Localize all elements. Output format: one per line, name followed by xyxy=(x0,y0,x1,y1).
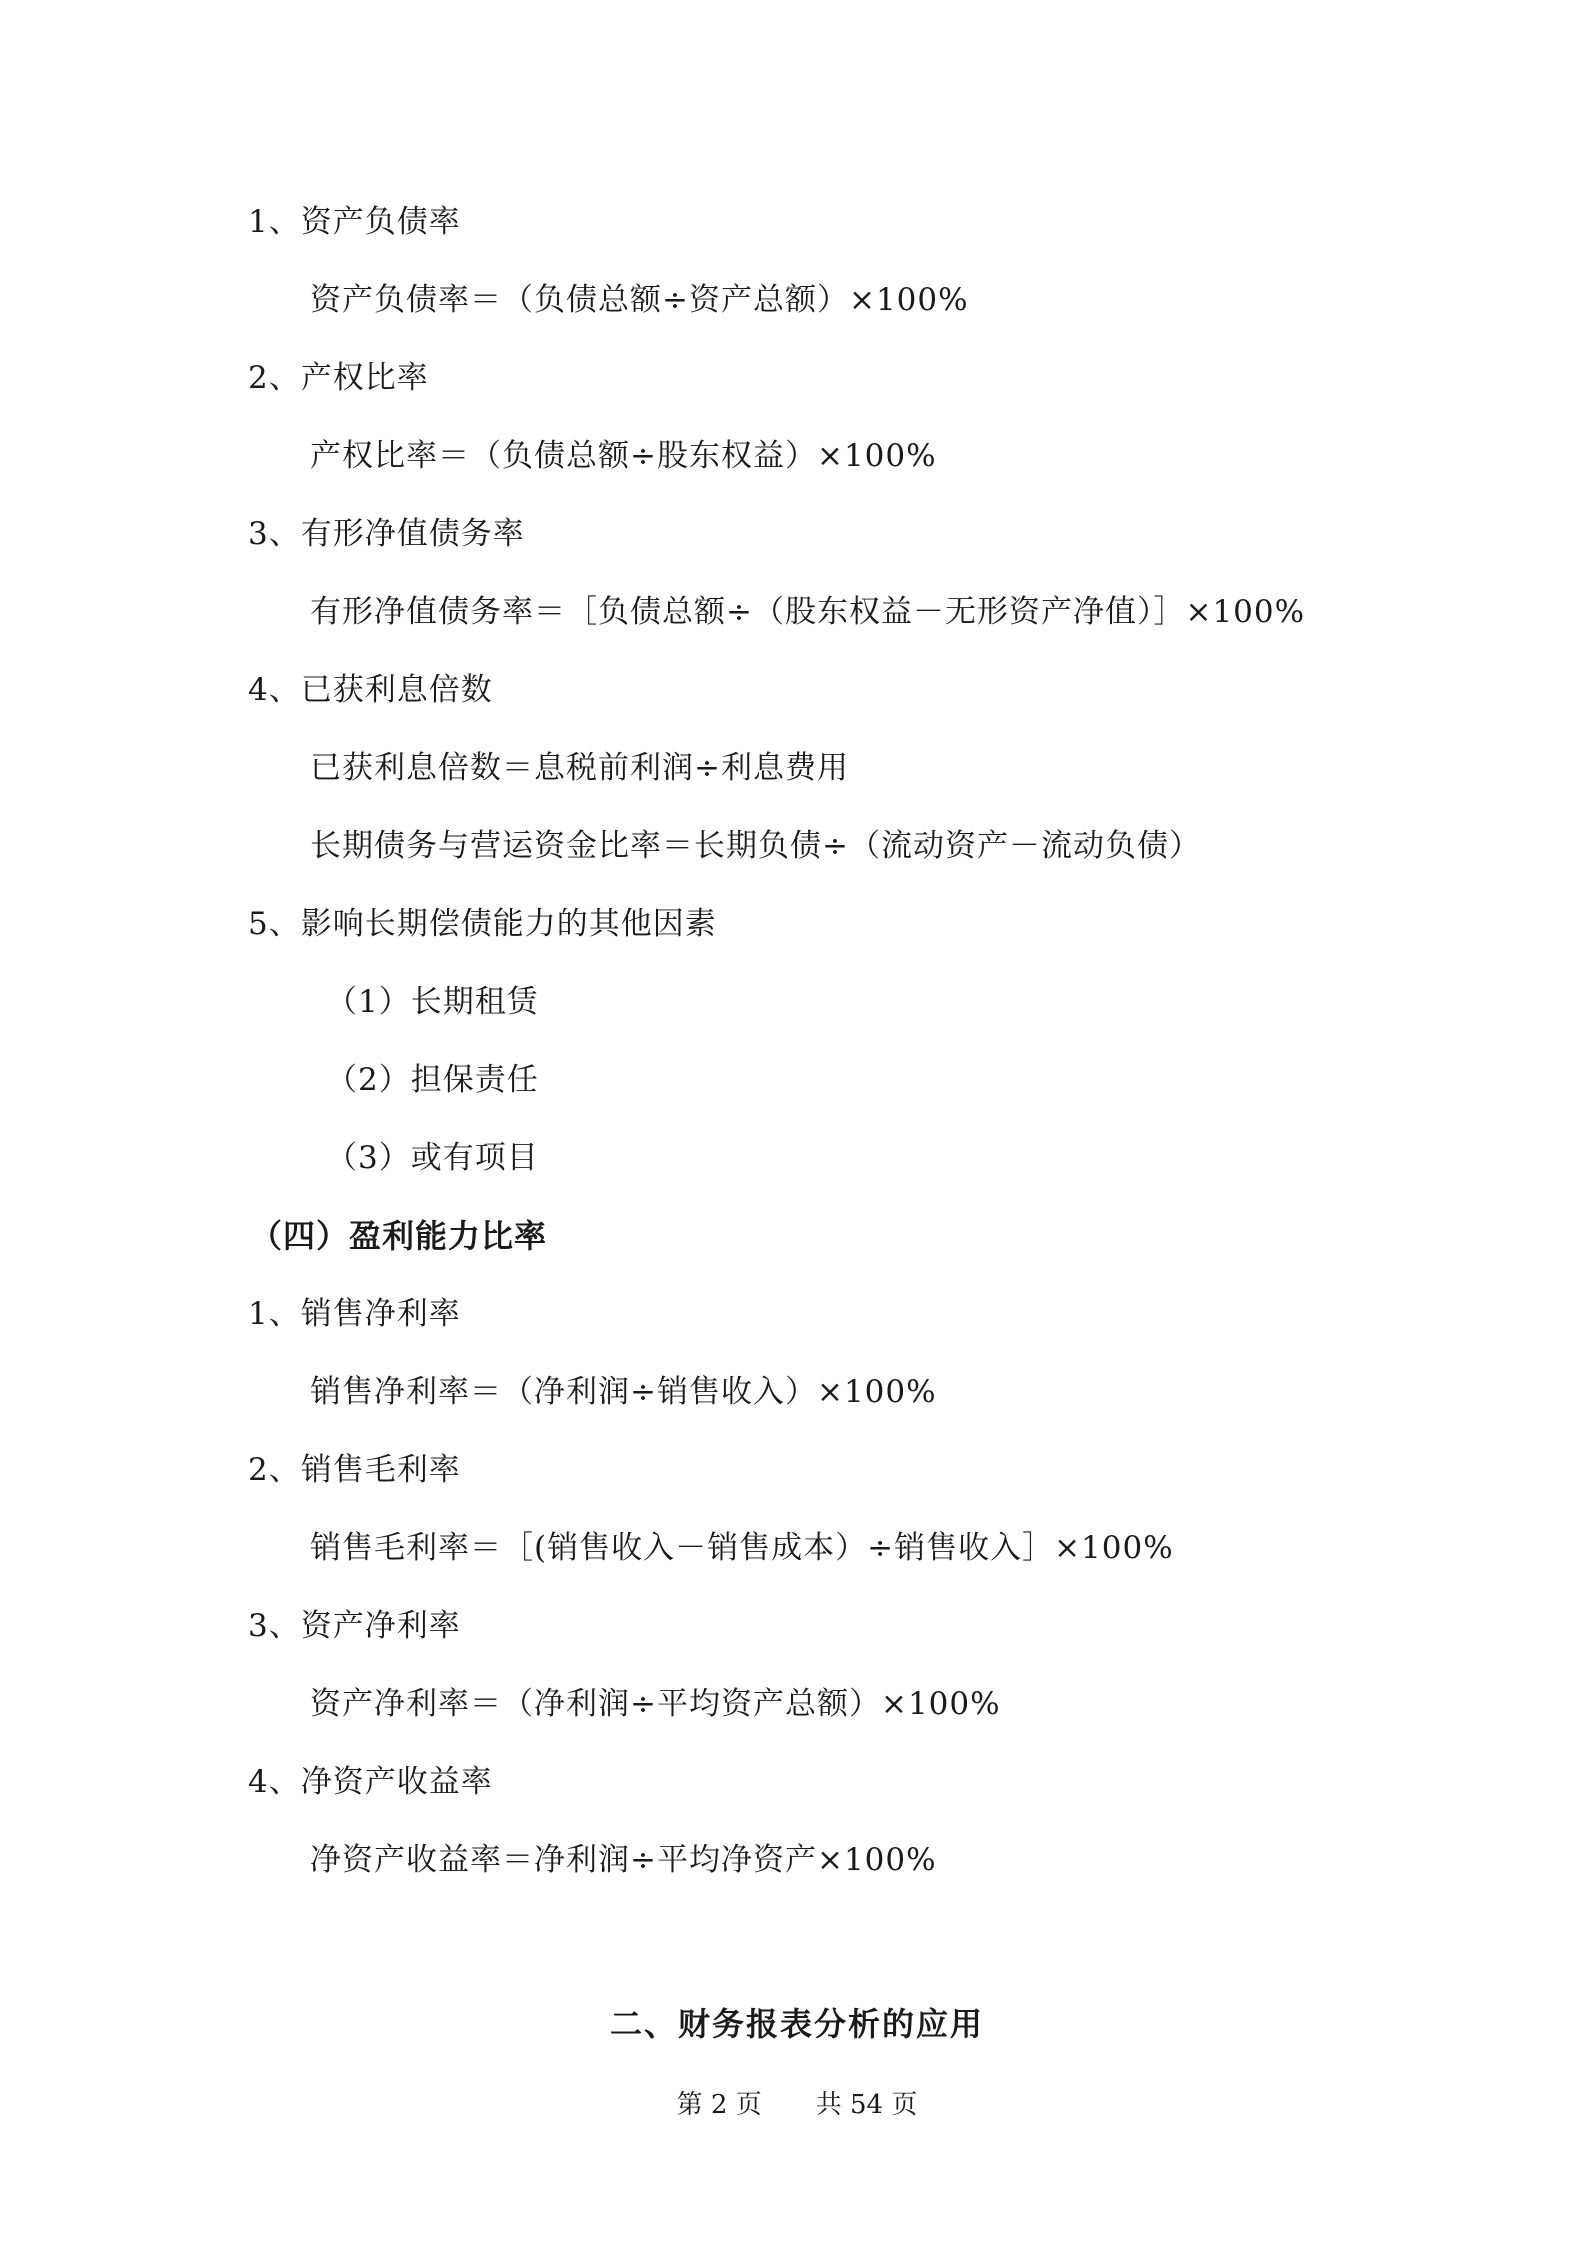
formula-equity-ratio: 产权比率＝（负债总额÷股东权益）×100% xyxy=(310,438,937,474)
page-footer xyxy=(0,2088,1594,2122)
formula-tangible-net-worth-debt-ratio: 有形净值债务率＝［负债总额÷（股东权益－无形资产净值）］×100% xyxy=(310,594,1306,630)
formula-return-on-assets: 资产净利率＝（净利润÷平均资产总额）×100% xyxy=(310,1686,1001,1722)
item-heading-equity-ratio: 2、产权比率 xyxy=(248,360,429,396)
formula-times-interest-earned: 已获利息倍数＝息税前利润÷利息费用 xyxy=(310,750,849,786)
sub-item-long-term-lease: （1）长期租赁 xyxy=(326,984,539,1020)
formula-long-term-debt-working-capital: 长期债务与营运资金比率＝长期负债÷（流动资产－流动负债） xyxy=(310,828,1201,864)
item-heading-return-on-equity: 4、净资产收益率 xyxy=(248,1764,493,1800)
formula-net-profit-margin: 销售净利率＝（净利润÷销售收入）×100% xyxy=(310,1374,937,1410)
item-heading-return-on-assets: 3、资产净利率 xyxy=(248,1608,461,1644)
page-number: 第 2 页 xyxy=(676,2090,762,2120)
item-heading-tangible-net-worth-debt-ratio: 3、有形净值债务率 xyxy=(248,516,525,552)
item-heading-gross-margin: 2、销售毛利率 xyxy=(248,1452,461,1488)
chapter-heading: 二、财务报表分析的应用 xyxy=(609,2005,984,2043)
sub-item-guarantee: （2）担保责任 xyxy=(326,1062,539,1098)
section-title-profitability: （四）盈利能力比率 xyxy=(250,1217,548,1255)
sub-item-contingent: （3）或有项目 xyxy=(326,1140,539,1176)
item-heading-other-factors: 5、影响长期偿债能力的其他因素 xyxy=(248,906,717,942)
item-heading-net-profit-margin: 1、销售净利率 xyxy=(248,1296,461,1332)
formula-return-on-equity: 净资产收益率＝净利润÷平均净资产×100% xyxy=(310,1842,937,1878)
page-total: 共 54 页 xyxy=(815,2090,918,2120)
formula-gross-margin: 销售毛利率＝［(销售收入－销售成本）÷销售收入］×100% xyxy=(310,1530,1174,1566)
item-heading-debt-ratio: 1、资产负债率 xyxy=(248,204,461,240)
formula-debt-ratio: 资产负债率＝（负债总额÷资产总额）×100% xyxy=(310,282,969,318)
item-heading-times-interest-earned: 4、已获利息倍数 xyxy=(248,672,493,708)
